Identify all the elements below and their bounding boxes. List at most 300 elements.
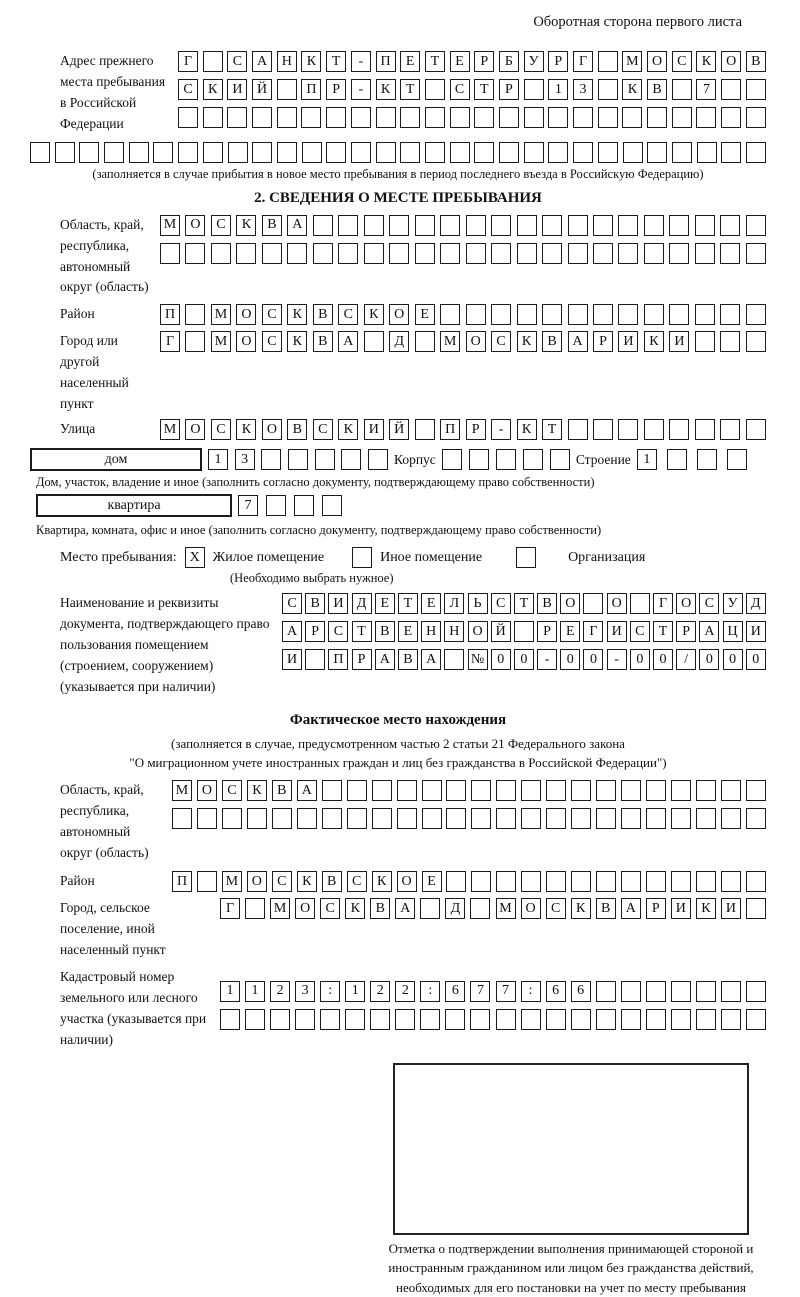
- char-cell[interactable]: С: [347, 871, 367, 892]
- char-cell[interactable]: [466, 215, 486, 236]
- char-cell[interactable]: Т: [398, 593, 418, 614]
- char-cell[interactable]: К: [372, 871, 392, 892]
- char-cell[interactable]: [471, 808, 491, 829]
- char-cell[interactable]: 1: [637, 449, 657, 470]
- char-cell[interactable]: А: [699, 621, 719, 642]
- char-cell[interactable]: [671, 780, 691, 801]
- char-cell[interactable]: [315, 449, 335, 470]
- char-cell[interactable]: [746, 808, 766, 829]
- char-cell[interactable]: К: [517, 331, 537, 352]
- char-cell[interactable]: Е: [421, 593, 441, 614]
- char-cell[interactable]: [695, 215, 715, 236]
- char-cell[interactable]: 7: [238, 495, 258, 516]
- char-cell[interactable]: И: [671, 898, 691, 919]
- char-cell[interactable]: К: [517, 419, 537, 440]
- char-cell[interactable]: [669, 419, 689, 440]
- char-cell[interactable]: У: [524, 51, 544, 72]
- char-cell[interactable]: С: [272, 871, 292, 892]
- char-cell[interactable]: 3: [235, 449, 255, 470]
- char-cell[interactable]: [499, 142, 519, 163]
- char-cell[interactable]: Ь: [468, 593, 488, 614]
- char-cell[interactable]: [746, 79, 766, 100]
- char-cell[interactable]: С: [546, 898, 566, 919]
- char-cell[interactable]: [326, 142, 346, 163]
- char-cell[interactable]: Д: [746, 593, 766, 614]
- char-cell[interactable]: -: [351, 79, 371, 100]
- char-cell[interactable]: [294, 495, 314, 516]
- char-cell[interactable]: К: [287, 304, 307, 325]
- char-cell[interactable]: [746, 419, 766, 440]
- char-cell[interactable]: И: [282, 649, 302, 670]
- char-cell[interactable]: [471, 780, 491, 801]
- char-cell[interactable]: [55, 142, 75, 163]
- char-cell[interactable]: [546, 871, 566, 892]
- char-cell[interactable]: М: [172, 780, 192, 801]
- char-cell[interactable]: [262, 243, 282, 264]
- char-cell[interactable]: [524, 107, 544, 128]
- char-cell[interactable]: С: [262, 304, 282, 325]
- char-cell[interactable]: [598, 51, 618, 72]
- char-cell[interactable]: [596, 1009, 616, 1030]
- char-cell[interactable]: 0: [630, 649, 650, 670]
- char-cell[interactable]: К: [364, 304, 384, 325]
- char-cell[interactable]: [746, 331, 766, 352]
- char-cell[interactable]: П: [160, 304, 180, 325]
- char-cell[interactable]: [746, 871, 766, 892]
- char-cell[interactable]: [571, 780, 591, 801]
- char-cell[interactable]: [593, 243, 613, 264]
- char-cell[interactable]: К: [236, 215, 256, 236]
- char-cell[interactable]: 3: [295, 981, 315, 1002]
- char-cell[interactable]: 6: [546, 981, 566, 1002]
- char-cell[interactable]: [546, 808, 566, 829]
- char-cell[interactable]: Д: [352, 593, 372, 614]
- char-cell[interactable]: [305, 649, 325, 670]
- char-cell[interactable]: [672, 142, 692, 163]
- char-cell[interactable]: С: [211, 215, 231, 236]
- char-cell[interactable]: 1: [345, 981, 365, 1002]
- char-cell[interactable]: [395, 1009, 415, 1030]
- char-cell[interactable]: М: [211, 304, 231, 325]
- char-cell[interactable]: Г: [178, 51, 198, 72]
- char-cell[interactable]: С: [450, 79, 470, 100]
- char-cell[interactable]: [720, 331, 740, 352]
- char-cell[interactable]: [450, 142, 470, 163]
- char-cell[interactable]: [129, 142, 149, 163]
- char-cell[interactable]: [79, 142, 99, 163]
- char-cell[interactable]: [425, 79, 445, 100]
- char-cell[interactable]: [415, 243, 435, 264]
- char-cell[interactable]: [672, 79, 692, 100]
- char-cell[interactable]: С: [320, 898, 340, 919]
- char-cell[interactable]: 6: [445, 981, 465, 1002]
- char-cell[interactable]: [496, 449, 516, 470]
- char-cell[interactable]: [720, 243, 740, 264]
- char-cell[interactable]: К: [301, 51, 321, 72]
- char-cell[interactable]: [746, 107, 766, 128]
- char-cell[interactable]: С: [222, 780, 242, 801]
- char-cell[interactable]: 1: [220, 981, 240, 1002]
- char-cell[interactable]: [746, 898, 766, 919]
- char-cell[interactable]: :: [521, 981, 541, 1002]
- char-cell[interactable]: Р: [499, 79, 519, 100]
- char-cell[interactable]: К: [345, 898, 365, 919]
- char-cell[interactable]: Й: [491, 621, 511, 642]
- char-cell[interactable]: [596, 780, 616, 801]
- char-cell[interactable]: 0: [653, 649, 673, 670]
- char-cell[interactable]: [593, 215, 613, 236]
- char-cell[interactable]: [364, 331, 384, 352]
- char-cell[interactable]: В: [537, 593, 557, 614]
- char-cell[interactable]: [671, 871, 691, 892]
- char-cell[interactable]: [746, 1009, 766, 1030]
- char-cell[interactable]: О: [676, 593, 696, 614]
- char-cell[interactable]: Е: [560, 621, 580, 642]
- char-cell[interactable]: [721, 981, 741, 1002]
- char-cell[interactable]: [364, 215, 384, 236]
- char-cell[interactable]: [496, 871, 516, 892]
- char-cell[interactable]: В: [542, 331, 562, 352]
- char-cell[interactable]: [474, 107, 494, 128]
- char-cell[interactable]: [596, 871, 616, 892]
- char-cell[interactable]: [297, 808, 317, 829]
- char-cell[interactable]: [598, 107, 618, 128]
- char-cell[interactable]: И: [618, 331, 638, 352]
- char-cell[interactable]: Й: [252, 79, 272, 100]
- char-cell[interactable]: П: [172, 871, 192, 892]
- char-cell[interactable]: [153, 142, 173, 163]
- char-cell[interactable]: О: [389, 304, 409, 325]
- char-cell[interactable]: [593, 304, 613, 325]
- char-cell[interactable]: [571, 1009, 591, 1030]
- char-cell[interactable]: [644, 243, 664, 264]
- char-cell[interactable]: [247, 808, 267, 829]
- char-cell[interactable]: [523, 449, 543, 470]
- char-cell[interactable]: [696, 780, 716, 801]
- char-cell[interactable]: [272, 808, 292, 829]
- char-cell[interactable]: О: [185, 419, 205, 440]
- char-cell[interactable]: :: [420, 981, 440, 1002]
- char-cell[interactable]: [746, 215, 766, 236]
- char-cell[interactable]: Т: [352, 621, 372, 642]
- char-cell[interactable]: [721, 107, 741, 128]
- char-cell[interactable]: [288, 449, 308, 470]
- char-cell[interactable]: [621, 780, 641, 801]
- char-cell[interactable]: В: [375, 621, 395, 642]
- char-cell[interactable]: О: [236, 331, 256, 352]
- char-cell[interactable]: [252, 107, 272, 128]
- char-cell[interactable]: [646, 1009, 666, 1030]
- char-cell[interactable]: [622, 107, 642, 128]
- char-cell[interactable]: К: [338, 419, 358, 440]
- char-cell[interactable]: А: [297, 780, 317, 801]
- char-cell[interactable]: [644, 304, 664, 325]
- char-cell[interactable]: В: [746, 51, 766, 72]
- house-box[interactable]: дом: [30, 448, 202, 471]
- char-cell[interactable]: Г: [160, 331, 180, 352]
- char-cell[interactable]: [746, 981, 766, 1002]
- char-cell[interactable]: К: [696, 51, 716, 72]
- char-cell[interactable]: [425, 107, 445, 128]
- char-cell[interactable]: Р: [537, 621, 557, 642]
- checkbox-other-premises[interactable]: [352, 547, 372, 568]
- char-cell[interactable]: [596, 981, 616, 1002]
- char-cell[interactable]: [397, 808, 417, 829]
- char-cell[interactable]: [696, 981, 716, 1002]
- char-cell[interactable]: [442, 449, 462, 470]
- char-cell[interactable]: [245, 898, 265, 919]
- char-cell[interactable]: О: [197, 780, 217, 801]
- char-cell[interactable]: И: [328, 593, 348, 614]
- char-cell[interactable]: [697, 142, 717, 163]
- char-cell[interactable]: 1: [548, 79, 568, 100]
- char-cell[interactable]: [197, 871, 217, 892]
- char-cell[interactable]: [571, 871, 591, 892]
- char-cell[interactable]: [696, 808, 716, 829]
- char-cell[interactable]: В: [262, 215, 282, 236]
- char-cell[interactable]: [496, 780, 516, 801]
- char-cell[interactable]: М: [222, 871, 242, 892]
- char-cell[interactable]: О: [397, 871, 417, 892]
- char-cell[interactable]: [444, 649, 464, 670]
- char-cell[interactable]: С: [282, 593, 302, 614]
- char-cell[interactable]: [474, 142, 494, 163]
- char-cell[interactable]: Т: [542, 419, 562, 440]
- char-cell[interactable]: [695, 243, 715, 264]
- char-cell[interactable]: [517, 304, 537, 325]
- char-cell[interactable]: М: [211, 331, 231, 352]
- char-cell[interactable]: У: [723, 593, 743, 614]
- char-cell[interactable]: [302, 142, 322, 163]
- char-cell[interactable]: [524, 79, 544, 100]
- char-cell[interactable]: В: [647, 79, 667, 100]
- char-cell[interactable]: [583, 593, 603, 614]
- char-cell[interactable]: 1: [208, 449, 228, 470]
- char-cell[interactable]: [593, 419, 613, 440]
- char-cell[interactable]: А: [375, 649, 395, 670]
- char-cell[interactable]: [322, 780, 342, 801]
- char-cell[interactable]: [491, 304, 511, 325]
- char-cell[interactable]: [277, 79, 297, 100]
- char-cell[interactable]: В: [272, 780, 292, 801]
- char-cell[interactable]: С: [491, 593, 511, 614]
- char-cell[interactable]: М: [440, 331, 460, 352]
- char-cell[interactable]: М: [270, 898, 290, 919]
- char-cell[interactable]: [440, 243, 460, 264]
- char-cell[interactable]: Р: [474, 51, 494, 72]
- char-cell[interactable]: [372, 780, 392, 801]
- char-cell[interactable]: [695, 331, 715, 352]
- char-cell[interactable]: Н: [444, 621, 464, 642]
- char-cell[interactable]: [720, 419, 740, 440]
- char-cell[interactable]: [568, 243, 588, 264]
- char-cell[interactable]: [30, 142, 50, 163]
- char-cell[interactable]: Т: [425, 51, 445, 72]
- char-cell[interactable]: [446, 808, 466, 829]
- char-cell[interactable]: [400, 107, 420, 128]
- char-cell[interactable]: [252, 142, 272, 163]
- char-cell[interactable]: А: [568, 331, 588, 352]
- char-cell[interactable]: О: [466, 331, 486, 352]
- char-cell[interactable]: А: [252, 51, 272, 72]
- char-cell[interactable]: В: [305, 593, 325, 614]
- char-cell[interactable]: Р: [305, 621, 325, 642]
- char-cell[interactable]: И: [669, 331, 689, 352]
- char-cell[interactable]: Д: [445, 898, 465, 919]
- char-cell[interactable]: В: [313, 304, 333, 325]
- char-cell[interactable]: [277, 107, 297, 128]
- char-cell[interactable]: И: [607, 621, 627, 642]
- char-cell[interactable]: -: [607, 649, 627, 670]
- char-cell[interactable]: [646, 808, 666, 829]
- char-cell[interactable]: [471, 871, 491, 892]
- char-cell[interactable]: [618, 243, 638, 264]
- char-cell[interactable]: С: [672, 51, 692, 72]
- char-cell[interactable]: С: [630, 621, 650, 642]
- char-cell[interactable]: [598, 142, 618, 163]
- char-cell[interactable]: [542, 215, 562, 236]
- char-cell[interactable]: К: [644, 331, 664, 352]
- char-cell[interactable]: [521, 780, 541, 801]
- char-cell[interactable]: [397, 780, 417, 801]
- char-cell[interactable]: [220, 1009, 240, 1030]
- char-cell[interactable]: [376, 107, 396, 128]
- char-cell[interactable]: [364, 243, 384, 264]
- char-cell[interactable]: [695, 419, 715, 440]
- char-cell[interactable]: 0: [583, 649, 603, 670]
- char-cell[interactable]: [499, 107, 519, 128]
- char-cell[interactable]: [695, 304, 715, 325]
- char-cell[interactable]: Т: [400, 79, 420, 100]
- char-cell[interactable]: К: [571, 898, 591, 919]
- char-cell[interactable]: [672, 107, 692, 128]
- char-cell[interactable]: О: [185, 215, 205, 236]
- apartment-box[interactable]: квартира: [36, 494, 232, 517]
- char-cell[interactable]: [521, 871, 541, 892]
- char-cell[interactable]: 2: [370, 981, 390, 1002]
- char-cell[interactable]: [466, 243, 486, 264]
- char-cell[interactable]: Т: [474, 79, 494, 100]
- char-cell[interactable]: [647, 107, 667, 128]
- char-cell[interactable]: [338, 243, 358, 264]
- char-cell[interactable]: А: [395, 898, 415, 919]
- char-cell[interactable]: Р: [548, 51, 568, 72]
- char-cell[interactable]: [301, 107, 321, 128]
- char-cell[interactable]: [573, 142, 593, 163]
- char-cell[interactable]: [568, 215, 588, 236]
- char-cell[interactable]: [345, 1009, 365, 1030]
- char-cell[interactable]: [178, 107, 198, 128]
- char-cell[interactable]: К: [236, 419, 256, 440]
- char-cell[interactable]: Е: [375, 593, 395, 614]
- char-cell[interactable]: [517, 243, 537, 264]
- char-cell[interactable]: 0: [514, 649, 534, 670]
- char-cell[interactable]: [351, 107, 371, 128]
- char-cell[interactable]: О: [247, 871, 267, 892]
- char-cell[interactable]: А: [621, 898, 641, 919]
- char-cell[interactable]: Е: [415, 304, 435, 325]
- char-cell[interactable]: [227, 107, 247, 128]
- char-cell[interactable]: [746, 243, 766, 264]
- char-cell[interactable]: Т: [326, 51, 346, 72]
- char-cell[interactable]: [696, 871, 716, 892]
- char-cell[interactable]: П: [376, 51, 396, 72]
- char-cell[interactable]: О: [262, 419, 282, 440]
- char-cell[interactable]: К: [622, 79, 642, 100]
- char-cell[interactable]: [618, 419, 638, 440]
- char-cell[interactable]: [491, 215, 511, 236]
- char-cell[interactable]: [440, 304, 460, 325]
- char-cell[interactable]: 6: [571, 981, 591, 1002]
- char-cell[interactable]: К: [376, 79, 396, 100]
- char-cell[interactable]: [548, 107, 568, 128]
- char-cell[interactable]: [341, 449, 361, 470]
- char-cell[interactable]: Т: [653, 621, 673, 642]
- char-cell[interactable]: Р: [646, 898, 666, 919]
- char-cell[interactable]: [618, 304, 638, 325]
- char-cell[interactable]: [647, 142, 667, 163]
- char-cell[interactable]: [351, 142, 371, 163]
- char-cell[interactable]: А: [287, 215, 307, 236]
- char-cell[interactable]: :: [320, 981, 340, 1002]
- char-cell[interactable]: [160, 243, 180, 264]
- char-cell[interactable]: [721, 780, 741, 801]
- char-cell[interactable]: И: [721, 898, 741, 919]
- checkbox-residential[interactable]: X: [185, 547, 205, 568]
- char-cell[interactable]: [415, 331, 435, 352]
- char-cell[interactable]: [669, 215, 689, 236]
- char-cell[interactable]: [389, 215, 409, 236]
- char-cell[interactable]: [746, 304, 766, 325]
- char-cell[interactable]: А: [421, 649, 441, 670]
- char-cell[interactable]: [287, 243, 307, 264]
- char-cell[interactable]: [178, 142, 198, 163]
- char-cell[interactable]: К: [203, 79, 223, 100]
- char-cell[interactable]: [696, 1009, 716, 1030]
- char-cell[interactable]: [646, 981, 666, 1002]
- char-cell[interactable]: [568, 419, 588, 440]
- char-cell[interactable]: Е: [400, 51, 420, 72]
- char-cell[interactable]: [618, 215, 638, 236]
- char-cell[interactable]: [669, 304, 689, 325]
- char-cell[interactable]: [667, 449, 687, 470]
- char-cell[interactable]: [720, 304, 740, 325]
- char-cell[interactable]: А: [338, 331, 358, 352]
- char-cell[interactable]: [746, 780, 766, 801]
- char-cell[interactable]: В: [313, 331, 333, 352]
- char-cell[interactable]: С: [313, 419, 333, 440]
- char-cell[interactable]: 0: [560, 649, 580, 670]
- char-cell[interactable]: Н: [277, 51, 297, 72]
- char-cell[interactable]: С: [211, 419, 231, 440]
- char-cell[interactable]: [573, 107, 593, 128]
- char-cell[interactable]: [721, 79, 741, 100]
- char-cell[interactable]: 7: [470, 981, 490, 1002]
- char-cell[interactable]: К: [247, 780, 267, 801]
- char-cell[interactable]: [446, 871, 466, 892]
- char-cell[interactable]: [542, 304, 562, 325]
- char-cell[interactable]: 2: [395, 981, 415, 1002]
- char-cell[interactable]: К: [297, 871, 317, 892]
- char-cell[interactable]: Ц: [723, 621, 743, 642]
- char-cell[interactable]: [347, 808, 367, 829]
- char-cell[interactable]: С: [338, 304, 358, 325]
- char-cell[interactable]: [203, 51, 223, 72]
- char-cell[interactable]: [469, 449, 489, 470]
- char-cell[interactable]: [261, 449, 281, 470]
- char-cell[interactable]: [236, 243, 256, 264]
- char-cell[interactable]: П: [301, 79, 321, 100]
